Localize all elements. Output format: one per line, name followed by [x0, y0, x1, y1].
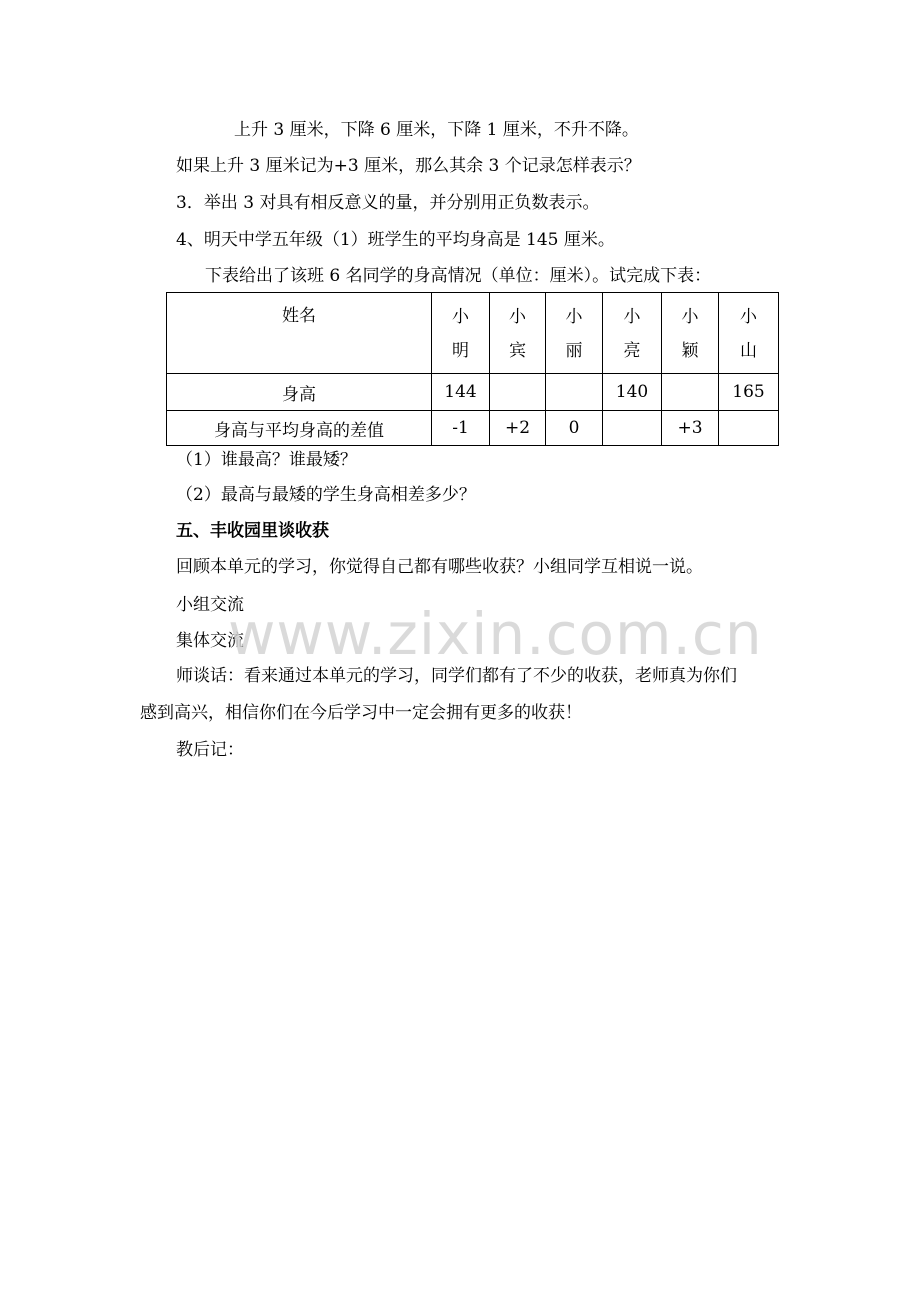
- height-cell: 140: [603, 374, 662, 411]
- paragraph-5: 教后记：: [176, 740, 244, 760]
- name-cell: 小 宾: [490, 293, 546, 374]
- diff-cell: -1: [432, 411, 490, 446]
- paragraph-4a: 师谈话：看来通过本单元的学习，同学们都有了不少的收获，老师真为你们: [176, 666, 737, 686]
- paragraph-4b: 感到高兴，相信你们在今后学习中一定会拥有更多的收获！: [140, 703, 582, 723]
- watermark: www.zixin.com.cn: [228, 600, 763, 668]
- diff-cell: +2: [490, 411, 546, 446]
- height-cell: [546, 374, 603, 411]
- table-row-diff: [167, 411, 779, 446]
- name-cell: 小 山: [719, 293, 779, 374]
- question-1: （1）谁最高？谁最矮？: [176, 450, 357, 470]
- height-cell: [662, 374, 719, 411]
- height-cell: 165: [719, 374, 779, 411]
- diff-cell: +3: [662, 411, 719, 446]
- name-cell: 小 亮: [603, 293, 662, 374]
- question-2: （2）最高与最矮的学生身高相差多少？: [176, 485, 476, 505]
- text-line-2: 如果上升 3 厘米记为+3 厘米，那么其余 3 个记录怎样表示？: [176, 156, 641, 176]
- text-line-1: 上升 3 厘米，下降 6 厘米，下降 1 厘米，不升不降。: [234, 120, 639, 140]
- text-line-5: 下表给出了该班 6 名同学的身高情况（单位：厘米）。试完成下表：: [205, 266, 712, 286]
- height-cell: [490, 374, 546, 411]
- table-row-height: [167, 374, 779, 411]
- paragraph-2: 小组交流: [176, 595, 244, 615]
- paragraph-1: 回顾本单元的学习，你觉得自己都有哪些收获？小组同学互相说一说。: [176, 557, 703, 577]
- diff-cell: 0: [546, 411, 603, 446]
- text-line-3: 3．举出 3 对具有相反意义的量，并分别用正负数表示。: [176, 193, 600, 213]
- name-header-cell: 姓名: [167, 293, 432, 374]
- height-label-cell: 身高: [167, 374, 432, 411]
- diff-cell: [719, 411, 779, 446]
- diff-cell: [603, 411, 662, 446]
- text-line-4: 4、明天中学五年级（1）班学生的平均身高是 145 厘米。: [176, 230, 615, 250]
- diff-label-cell: 身高与平均身高的差值: [167, 411, 432, 446]
- table-row-names: [167, 293, 779, 374]
- name-cell: 小 明: [432, 293, 490, 374]
- height-cell: 144: [432, 374, 490, 411]
- height-table: [166, 292, 779, 446]
- paragraph-3: 集体交流: [176, 631, 244, 651]
- name-cell: 小 丽: [546, 293, 603, 374]
- name-cell: 小 颖: [662, 293, 719, 374]
- section-title: 五、丰收园里谈收获: [176, 521, 329, 541]
